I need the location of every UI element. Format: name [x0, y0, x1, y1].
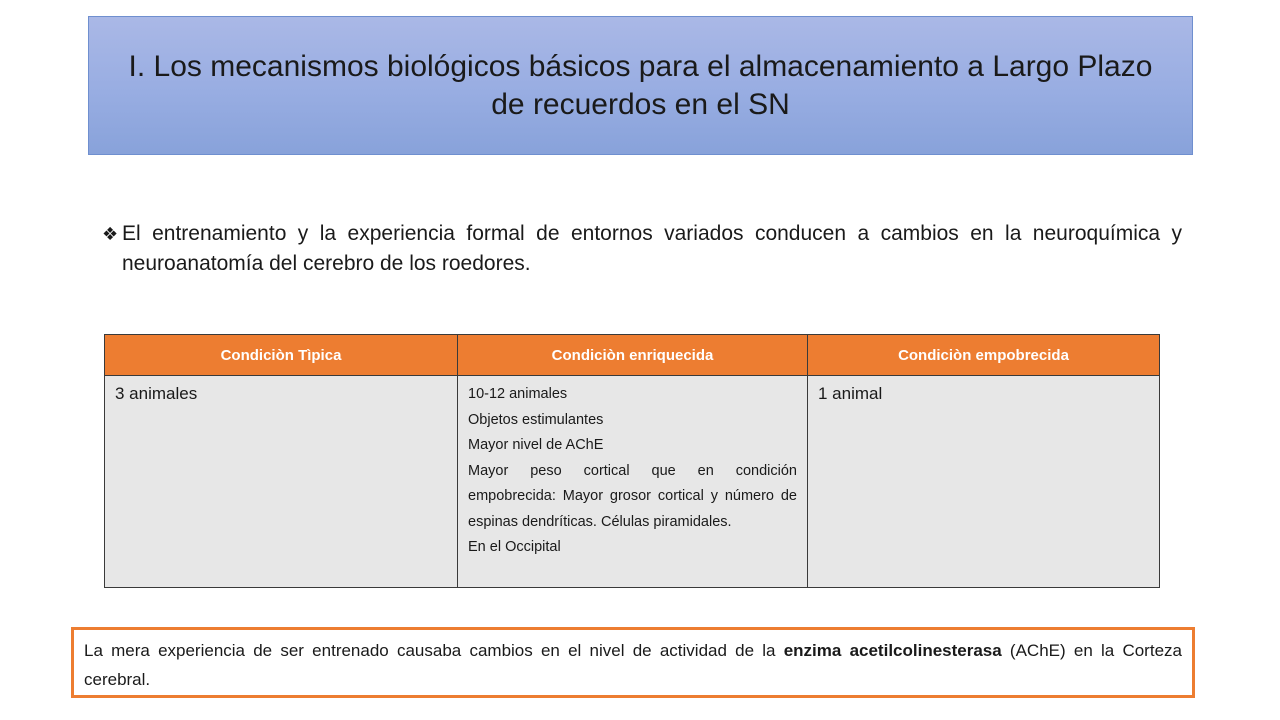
bullet-text: El entrenamiento y la experiencia formal de entornos variados conducen a cambios en la neuroquímica y neuroanatomía del cerebro de los roedores. — [122, 222, 1182, 275]
header-impoverished: Condiciòn empobrecida — [808, 335, 1160, 376]
table-row — [105, 376, 1160, 588]
cell-typical: 3 animales — [105, 376, 458, 588]
cell-enriched — [458, 376, 808, 588]
header-enriched: Condiciòn enriquecida — [458, 335, 808, 376]
diamond-bullet-icon: ❖ — [102, 224, 119, 244]
note-text-bold: enzima acetilcolinesterasa — [783, 641, 1002, 660]
enriched-line-1: 10-12 animales — [468, 386, 568, 402]
note-text-before: La mera experiencia de ser entrenado causaba cambios en el nivel de actividad de la — [84, 641, 784, 660]
conditions-table — [104, 334, 1160, 588]
table-header-row — [105, 335, 1160, 376]
enriched-line-2: Objetos estimulantes — [468, 411, 604, 428]
title-banner — [88, 16, 1193, 155]
slide-title: I. Los mecanismos biológicos básicos para el almacenamiento a Largo Plazo de recuerdos en el SN — [128, 49, 1153, 121]
bullet-point — [102, 219, 1182, 279]
enriched-line-5: En el Occipital — [468, 539, 561, 555]
note-box — [71, 627, 1195, 698]
enriched-line-3: Mayor nivel de AChE — [468, 437, 604, 453]
note-text-after: (AChE) en la Corteza cerebral. — [84, 641, 1182, 689]
cell-impoverished: 1 animal — [808, 376, 1160, 588]
enriched-line-4: Mayor peso cortical que en condición empobrecida: Mayor grosor cortical y número de espinas dendríticas. Células piramidales. — [468, 462, 797, 530]
header-typical: Condiciòn Tìpica — [105, 335, 458, 376]
